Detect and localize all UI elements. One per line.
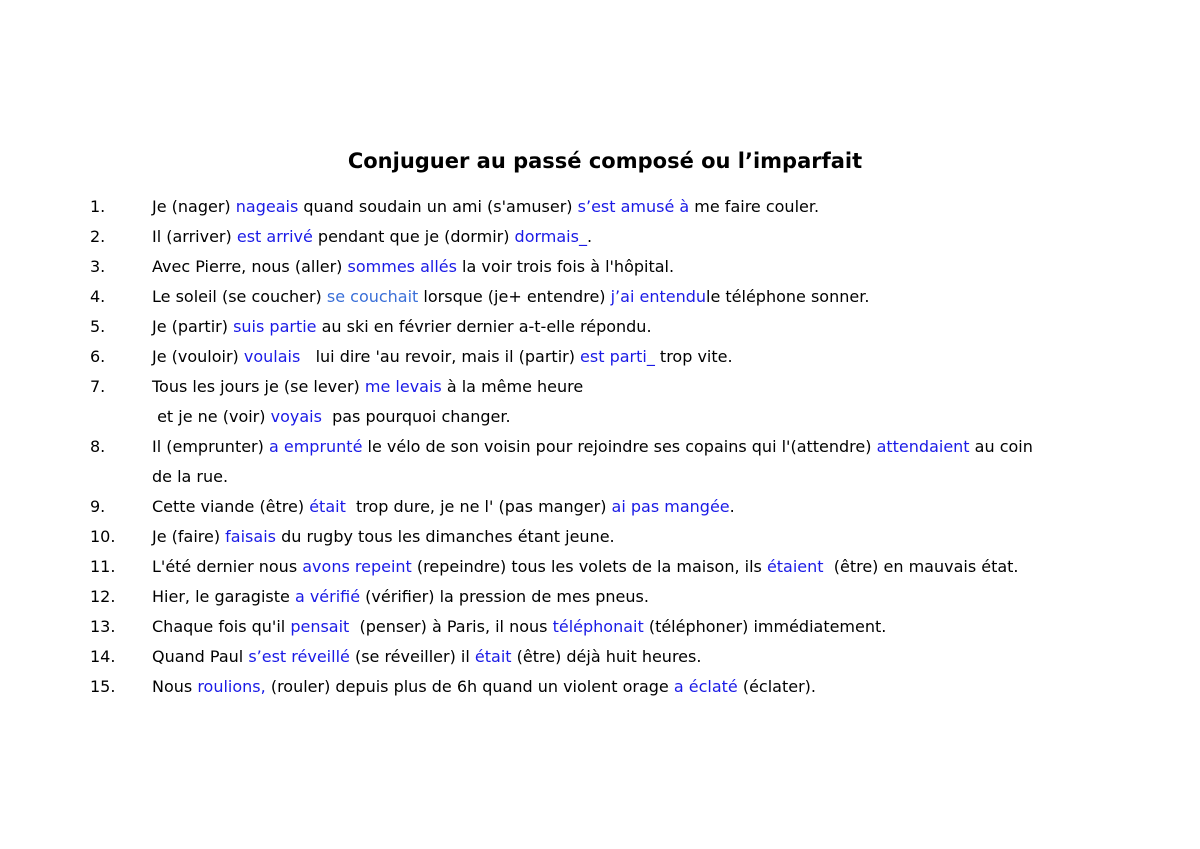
sentence-text: Je (vouloir) — [152, 347, 244, 366]
answer-text: était — [474, 647, 512, 666]
sentence-text: le téléphone sonner. — [706, 287, 870, 306]
sentence-text: (repeindre) tous les volets de la maison, ils — [411, 557, 767, 576]
exercise-item — [0, 342, 1200, 372]
sentence — [152, 252, 674, 282]
sentence-text: Quand Paul — [152, 647, 249, 666]
sentence-text: le vélo de son voisin pour rejoindre ses copains qui l'(attendre) — [362, 437, 877, 456]
answer-text: voulais — [243, 347, 301, 366]
sentence-text: Chaque fois qu'il — [152, 617, 291, 636]
exercise-item — [0, 612, 1200, 642]
exercise-item — [0, 222, 1200, 252]
exercise-item — [0, 282, 1200, 312]
item-number: 14. — [90, 647, 116, 666]
sentence-text: me faire couler. — [689, 197, 820, 216]
item-number: 6. — [90, 347, 106, 366]
sentence-text: trop dure, je ne l' (pas manger) — [345, 497, 612, 516]
answer-text: se couchait — [326, 287, 419, 306]
sentence — [152, 462, 228, 492]
answer-text: est parti_ — [580, 347, 655, 366]
sentence-text: au coin — [969, 437, 1033, 456]
sentence-text: (rouler) depuis plus de 6h quand un violent orage — [265, 677, 674, 696]
item-number: 11. — [90, 557, 116, 576]
sentence-text: Avec Pierre, nous (aller) — [152, 257, 348, 276]
answer-text: voyais — [270, 407, 322, 426]
exercise-item — [0, 552, 1200, 582]
sentence — [152, 492, 735, 522]
sentence-text: Nous — [152, 677, 198, 696]
answer-text: me levais — [364, 377, 442, 396]
sentence-text: . — [729, 497, 735, 516]
sentence-text: lui dire 'au revoir, mais il (partir) — [300, 347, 581, 366]
answer-text: ai pas mangée — [611, 497, 730, 516]
item-number: 5. — [90, 317, 106, 336]
sentence-text: Il (emprunter) — [152, 437, 269, 456]
exercise-item — [0, 672, 1200, 702]
answer-text: dormais_ — [514, 227, 587, 246]
sentence — [152, 282, 869, 312]
sentence-text: la voir trois fois à l'hôpital. — [456, 257, 675, 276]
answer-text: sommes allés — [347, 257, 457, 276]
sentence — [152, 642, 701, 672]
sentence — [152, 402, 511, 432]
answer-text: faisais — [225, 527, 276, 546]
sentence — [152, 372, 583, 402]
sentence-text: L'été dernier nous — [152, 557, 303, 576]
exercise-item — [0, 252, 1200, 282]
sentence-text: (se réveiller) il — [349, 647, 475, 666]
answer-text: pensait — [290, 617, 350, 636]
exercise-item — [0, 372, 1200, 402]
answer-text: était — [309, 497, 346, 516]
sentence-text: pas pourquoi changer. — [321, 407, 511, 426]
sentence-text: trop vite. — [654, 347, 733, 366]
answer-text: avons repeint — [302, 557, 412, 576]
sentence — [152, 222, 592, 252]
exercise-item — [0, 492, 1200, 522]
answer-text: j’ai entendu — [610, 287, 707, 306]
item-number: 8. — [90, 437, 106, 456]
sentence-text: de la rue. — [152, 467, 229, 486]
sentence-text: Je (faire) — [152, 527, 226, 546]
sentence-text: Cette viande (être) — [152, 497, 310, 516]
sentence-text: (téléphoner) immédiatement. — [643, 617, 887, 636]
item-number: 15. — [90, 677, 116, 696]
exercise-item — [0, 432, 1200, 462]
sentence-text: au ski en février dernier a-t-elle répondu. — [316, 317, 652, 336]
sentence-text: Je (partir) — [152, 317, 234, 336]
sentence-text: du rugby tous les dimanches étant jeune. — [275, 527, 615, 546]
page-title: Conjuguer au passé composé ou l’imparfait — [347, 149, 863, 173]
exercise-item-continuation — [0, 402, 1200, 432]
sentence — [152, 612, 886, 642]
answer-text: nageais — [235, 197, 299, 216]
answer-text: étaient — [766, 557, 824, 576]
sentence-text: (vérifier) la pression de mes pneus. — [360, 587, 649, 606]
sentence-text: pendant que je (dormir) — [312, 227, 515, 246]
sentence-text: (penser) à Paris, il nous — [349, 617, 553, 636]
sentence — [152, 582, 649, 612]
sentence-text: Hier, le garagiste — [152, 587, 295, 606]
answer-text: s’est amusé à — [577, 197, 690, 216]
exercise-item — [0, 582, 1200, 612]
answer-text: s’est réveillé — [248, 647, 350, 666]
answer-text: est arrivé — [236, 227, 313, 246]
sentence-text: Je (nager) — [152, 197, 236, 216]
item-number: 4. — [90, 287, 106, 306]
item-number: 1. — [90, 197, 106, 216]
exercise-list — [0, 192, 1200, 702]
sentence — [152, 522, 615, 552]
sentence — [152, 672, 816, 702]
answer-text: suis partie — [233, 317, 317, 336]
sentence-text: quand soudain un ami (s'amuser) — [298, 197, 578, 216]
sentence-text: . — [586, 227, 593, 246]
sentence-text: (être) déjà huit heures. — [511, 647, 702, 666]
sentence — [152, 342, 733, 372]
item-number: 13. — [90, 617, 116, 636]
answer-text: attendaient — [876, 437, 970, 456]
sentence-text: Il (arriver) — [152, 227, 237, 246]
item-number: 10. — [90, 527, 116, 546]
item-number: 9. — [90, 497, 106, 516]
answer-text: a vérifié — [294, 587, 361, 606]
exercise-item — [0, 192, 1200, 222]
sentence-text: (être) en mauvais état. — [823, 557, 1019, 576]
answer-text: téléphonait — [552, 617, 644, 636]
sentence — [152, 432, 1033, 462]
exercise-item — [0, 312, 1200, 342]
answer-text: roulions, — [197, 677, 266, 696]
answer-text: a éclaté — [673, 677, 738, 696]
sentence-text: lorsque (je+ entendre) — [418, 287, 611, 306]
sentence-text: à la même heure — [441, 377, 584, 396]
answer-text: a emprunté — [268, 437, 363, 456]
exercise-item — [0, 522, 1200, 552]
sentence-text: et je ne (voir) — [152, 407, 271, 426]
sentence — [152, 192, 819, 222]
sentence — [152, 312, 652, 342]
exercise-item-continuation — [0, 462, 1200, 492]
exercise-item — [0, 642, 1200, 672]
item-number: 7. — [90, 377, 106, 396]
sentence-text: Le soleil (se coucher) — [152, 287, 327, 306]
item-number: 3. — [90, 257, 106, 276]
sentence-text: Tous les jours je (se lever) — [152, 377, 365, 396]
sentence — [152, 552, 1019, 582]
item-number: 12. — [90, 587, 116, 606]
sentence-text: (éclater). — [737, 677, 816, 696]
item-number: 2. — [90, 227, 106, 246]
